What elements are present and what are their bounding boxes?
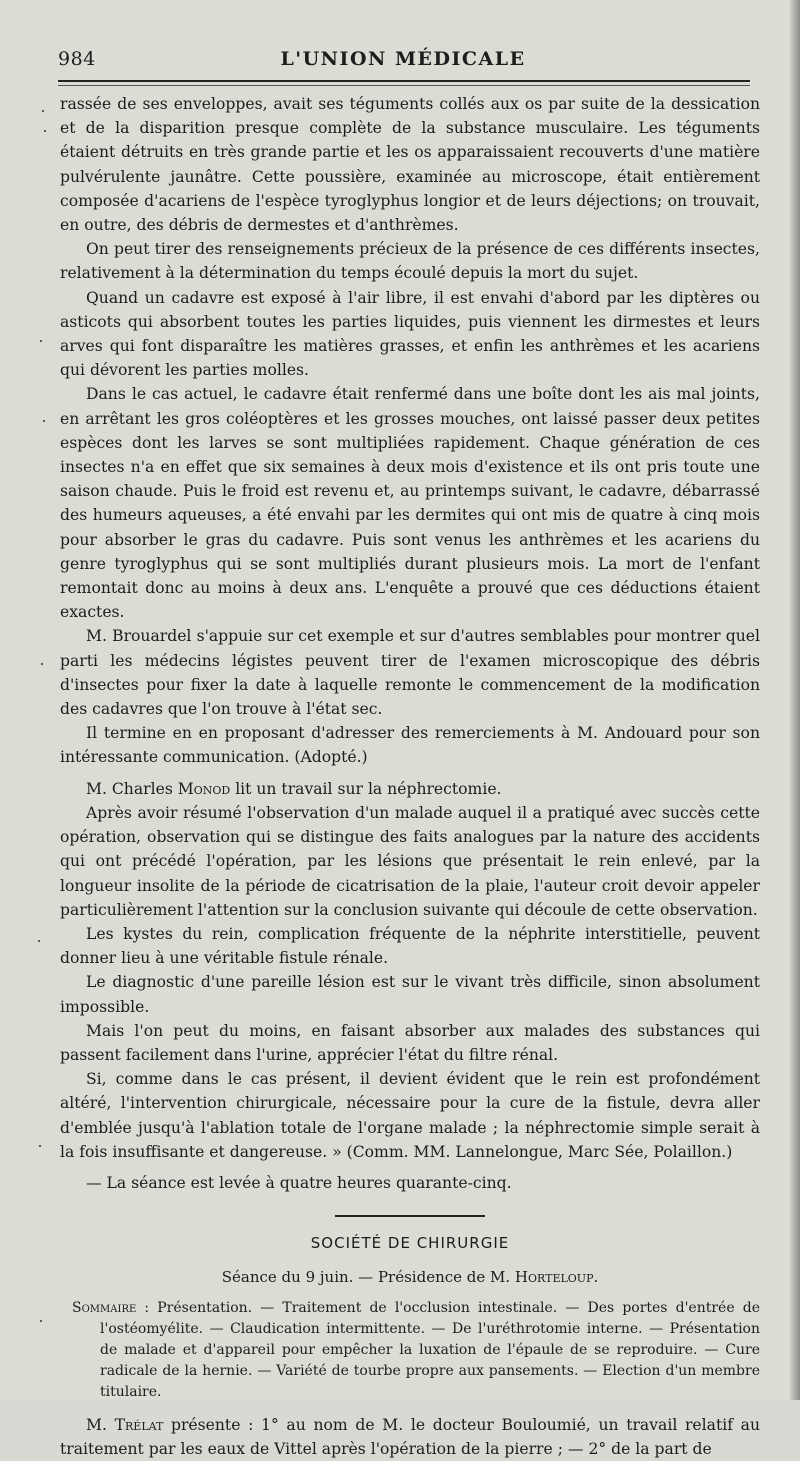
monod-rest: lit un travail sur la néphrectomie.: [230, 779, 502, 798]
scan-speck: [40, 340, 42, 342]
paragraph: On peut tirer des renseignements précieux de la présence de ces différents insectes, relativement à la détermination du temps écoulé depuis la mort du sujet.: [60, 240, 760, 283]
trelat-name: Trélat: [114, 1415, 164, 1434]
paragraph-monod: [60, 777, 760, 801]
scan-speck: [44, 130, 46, 132]
paragraph: Quand un cadavre est exposé à l'air libre, il est envahi d'abord par les diptères ou asticots qui absorbent toutes les parties liquides, puis viennent les dirmestes et leurs arves qui font disparaître les matières grasses, et enfin les anthrèmes et les acariens qui dévorent les parties molles.: [60, 288, 760, 380]
summary-text: [72, 1298, 760, 1403]
scan-speck: [41, 663, 43, 665]
page-header: [58, 44, 748, 76]
scan-speck: [38, 940, 40, 942]
running-head: L'UNION MÉDICALE: [280, 48, 526, 70]
president-name: Horteloup: [514, 1268, 594, 1287]
scan-speck: [39, 1145, 41, 1147]
paragraph: Il termine en en proposant d'adresser des remerciements à M. Andouard pour son intéressante communication. (Adopté.): [60, 724, 760, 767]
paragraph: Les kystes du rein, complication fréquente de la néphrite interstitielle, peuvent donner lieu à une véritable fistule rénale.: [60, 924, 760, 968]
paragraph-trelat: [60, 1413, 760, 1461]
article-body: [60, 92, 760, 1461]
section-title: SOCIÉTÉ DE CHIRURGIE: [310, 1234, 510, 1253]
paragraph: Dans le cas actuel, le cadavre était renfermé dans une boîte dont les ais mal joints, en arrêtant les gros coléoptères et les grosses mouches, ont laissé passer deux petites espèces dont les larves se sont multipliées rapidement. Chaque génération de ces insectes n'a en effet que six semaines à deux mois d'existence et ils ont pris toute une saison chaude. Puis le froid est revenu et, au printemps suivant, le cadavre, débarrassé des humeurs aqueuses, a été envahi par les dermites qui ont mis de quatre à cinq mois pour absorber le gras du cadavre. Puis sont venus les anthrèmes et les acariens du genre tyroglyphus qui se sont multipliés durant plusieurs mois. La mort de l'enfant remontait donc au moins à deux ans. L'enquête a prouvé que ces déductions étaient exactes.: [60, 385, 760, 622]
scan-speck: [40, 1320, 42, 1322]
summary-body: : Présentation. — Traitement de l'occlusion intestinale. — Des portes d'entrée de l'ostéomyélite. — Claudication intermittente. — De l'uréthrotomie interne. — Présentation de malade et d'appareil pour empêcher la luxation de l'épaule de se reproduire. — Cure radicale de la hernie. — Variété de tourbe propre aux pansements. — Election d'un membre titulaire.: [100, 1299, 760, 1400]
summary-block: [72, 1298, 760, 1403]
scan-speck: [42, 110, 44, 112]
paragraph: M. Brouardel s'appuie sur cet exemple et sur d'autres semblables pour montrer quel parti les médecins légistes peuvent tirer de l'examen microscopique des débris d'insectes pour fixer la date à laquelle remonte le commencement de la modification des cadavres que l'on trouve à l'état sec.: [60, 627, 760, 719]
paragraph: Si, comme dans le cas présent, il devient évident que le rein est profondément altéré, l'intervention chirurgicale, nécessaire pour la cure de la fistule, devra aller d'emblée jusqu'à l'ablation totale de l'organe malade ; la néphrectomie simple serait à la fois insuffisante et dangereuse. » (Comm. MM. Lannelongue, Marc Sée, Polaillon.): [60, 1070, 760, 1161]
meeting-suffix: .: [593, 1268, 599, 1287]
monod-prefix: M. Charles: [86, 779, 178, 798]
paragraph: rassée de ses enveloppes, avait ses téguments collés aux os par suite de la dessication et de la disparition presque complète de la substance musculaire. Les téguments étaient détruits en très grande partie et les os apparaissaient recouverts d'une matière pulvérulente jaunâtre. Cette poussière, examinée au microscope, était entièrement composée d'acariens de l'espèce tyroglyphus longior et de leurs déjections; on trouvait, en outre, des débris de dermestes et d'anthrèmes.: [60, 95, 760, 235]
trelat-rest: présente : 1° au nom de M. le docteur Bouloumié, un travail relatif au traitement par les eaux de Vittel après l'opération de la pierre ; — 2° de la part de: [60, 1415, 760, 1458]
closing-line: — La séance est levée à quatre heures quarante-cinq.: [86, 1173, 512, 1192]
scan-speck: [43, 420, 45, 422]
monod-name: Monod: [177, 779, 231, 798]
header-rule: [58, 80, 750, 82]
paragraph: Mais l'on peut du moins, en faisant absorber aux malades des substances qui passent facilement dans l'urine, apprécier l'état du filtre rénal.: [60, 1021, 760, 1064]
header-rule-thin: [58, 85, 750, 86]
paragraph: Après avoir résumé l'observation d'un malade auquel il a pratiqué avec succès cette opération, observation qui se distingue des faits analogues par la nature des accidents qui ont précédé l'opération, par les lésions que présentait le rein enlevé, par la longueur insolite de la période de cicatrisation de la plaie, l'auteur croit devoir appeler particulièrement l'attention sur la conclusion suivante qui découle de cette observation.: [60, 803, 760, 919]
page-number: 984: [58, 48, 96, 70]
paragraph: Le diagnostic d'une pareille lésion est sur le vivant très difficile, sinon absolument impossible.: [60, 973, 760, 1016]
section-separator: [335, 1215, 485, 1217]
trelat-prefix: M.: [86, 1415, 115, 1434]
page-edge-shadow: [790, 0, 800, 1400]
meeting-line: [60, 1265, 760, 1289]
summary-label: Sommaire: [72, 1299, 137, 1316]
meeting-prefix: Séance du 9 juin. — Présidence de M.: [221, 1268, 515, 1287]
